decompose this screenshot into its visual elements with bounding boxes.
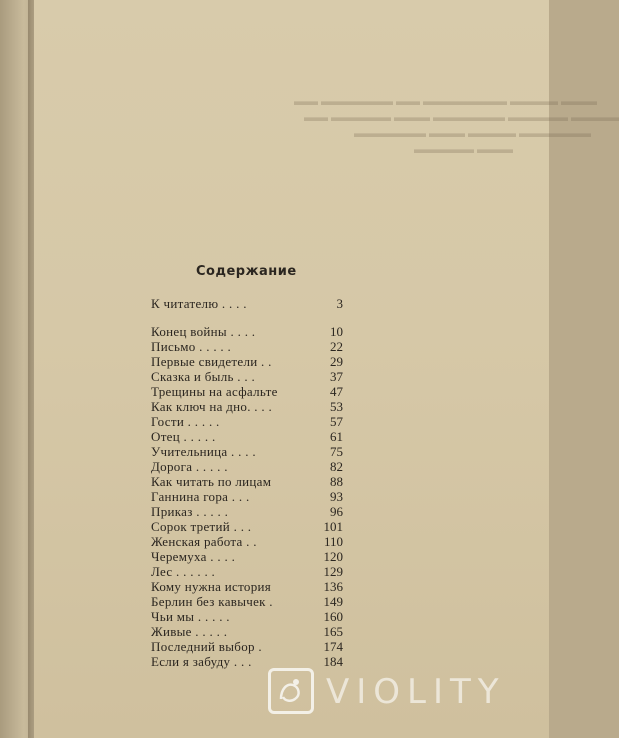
- toc-entry: [151, 370, 343, 383]
- toc-entry-page: 184: [323, 654, 343, 669]
- toc-entry-page: 96: [330, 504, 343, 519]
- toc-entry-title: Конец войны . . . .: [151, 324, 256, 339]
- toc-entry-title: Письмо . . . . .: [151, 339, 232, 354]
- toc-entry-page: 149: [323, 594, 343, 609]
- toc-title: Содержание: [196, 264, 297, 279]
- bleed-through-line: ▬▬▬ ▬▬▬▬ ▬▬▬▬▬▬▬ ▬▬ ▬▬▬▬▬▬ ▬▬: [294, 94, 597, 108]
- toc-entry: [151, 535, 343, 548]
- toc-entry-title: Чьи мы . . . . .: [151, 609, 230, 624]
- toc-entry-title: Приказ . . . . .: [151, 504, 229, 519]
- toc-entry: [151, 415, 343, 428]
- toc-entry: [151, 595, 343, 608]
- toc-entry: [151, 655, 343, 668]
- toc-entry-page: 53: [330, 399, 343, 414]
- toc-entry-page: 160: [323, 609, 343, 624]
- toc-entry: [151, 460, 343, 473]
- toc-entry: [151, 445, 343, 458]
- toc-entry-page: 3: [336, 296, 343, 311]
- toc-entry-page: 110: [323, 534, 343, 549]
- toc-entry-page: 61: [330, 429, 343, 444]
- toc-entry-page: 120: [323, 549, 343, 564]
- toc-entry: [151, 385, 343, 398]
- toc-entry: [151, 475, 343, 488]
- toc-entry-title: К читателю . . . .: [151, 296, 247, 311]
- bleed-through-line: ▬▬▬ ▬▬▬▬▬: [414, 142, 513, 156]
- toc-entry: [151, 610, 343, 623]
- toc-entry-page: 174: [323, 639, 343, 654]
- toc-entry-page: 37: [330, 369, 343, 384]
- toc-entry-title: Кому нужна история: [151, 579, 272, 594]
- toc-entry-title: Женская работа . .: [151, 534, 257, 549]
- toc-entry-title: Лес . . . . . .: [151, 564, 216, 579]
- watermark-text: VIOLITY: [326, 672, 506, 712]
- toc-entry: [151, 325, 343, 338]
- toc-entry: [151, 505, 343, 518]
- toc-entry-title: Первые свидетели . .: [151, 354, 272, 369]
- watermark-logo-icon: [268, 668, 314, 714]
- toc-entry-title: Ганнина гора . . .: [151, 489, 250, 504]
- toc-entry: [151, 520, 343, 533]
- toc-entry-page: 47: [330, 384, 343, 399]
- toc-entry-title: Как читать по лицам: [151, 474, 272, 489]
- toc-entry-title: Отец . . . . .: [151, 429, 216, 444]
- toc-entry-title: Сказка и быль . . .: [151, 369, 256, 384]
- toc-entry: [151, 297, 343, 310]
- toc-entry: [151, 340, 343, 353]
- toc-entry-title: Дорога . . . . .: [151, 459, 228, 474]
- watermark: [268, 668, 538, 720]
- toc-entry: [151, 640, 343, 653]
- toc-entry-title: Если я забуду . . .: [151, 654, 252, 669]
- toc-entry: [151, 550, 343, 563]
- toc-entry-title: Черемуха . . . .: [151, 549, 236, 564]
- toc-entry: [151, 355, 343, 368]
- toc-entry-page: 75: [330, 444, 343, 459]
- toc-entry-page: 57: [330, 414, 343, 429]
- toc-entry-title: Гости . . . . .: [151, 414, 220, 429]
- toc-entry: [151, 580, 343, 593]
- toc-entry-title: Учительница . . . .: [151, 444, 256, 459]
- toc-entry: [151, 625, 343, 638]
- bleed-through-line: ▬▬▬▬▬▬ ▬▬▬▬ ▬▬▬ ▬▬▬▬▬▬: [354, 126, 591, 140]
- toc-entry: [151, 400, 343, 413]
- toc-entry-title: Трещины на асфальте: [151, 384, 278, 399]
- bleed-through-line: ▬▬▬▬ ▬▬▬▬▬ ▬▬▬▬▬▬ ▬▬▬ ▬▬▬▬▬ ▬▬: [304, 110, 619, 124]
- toc-entry: [151, 490, 343, 503]
- toc-entry-page: 82: [330, 459, 343, 474]
- toc-entry-page: 136: [323, 579, 343, 594]
- toc-entry-page: 165: [323, 624, 343, 639]
- toc-entry-page: 10: [330, 324, 343, 339]
- toc-entry-page: 93: [330, 489, 343, 504]
- toc-entry-page: 101: [323, 519, 343, 534]
- toc-entry-page: 129: [323, 564, 343, 579]
- toc-entry-title: Берлин без кавычек .: [151, 594, 273, 609]
- toc-entry-title: Как ключ на дно. . . .: [151, 399, 273, 414]
- toc-entry-page: 22: [330, 339, 343, 354]
- toc-entry-title: Живые . . . . .: [151, 624, 228, 639]
- toc-entry-title: Сорок третий . . .: [151, 519, 252, 534]
- toc-entry-page: 88: [330, 474, 343, 489]
- toc-entry-page: 29: [330, 354, 343, 369]
- toc-entry-title: Последний выбор .: [151, 639, 262, 654]
- toc-entry: [151, 565, 343, 578]
- toc-entry: [151, 430, 343, 443]
